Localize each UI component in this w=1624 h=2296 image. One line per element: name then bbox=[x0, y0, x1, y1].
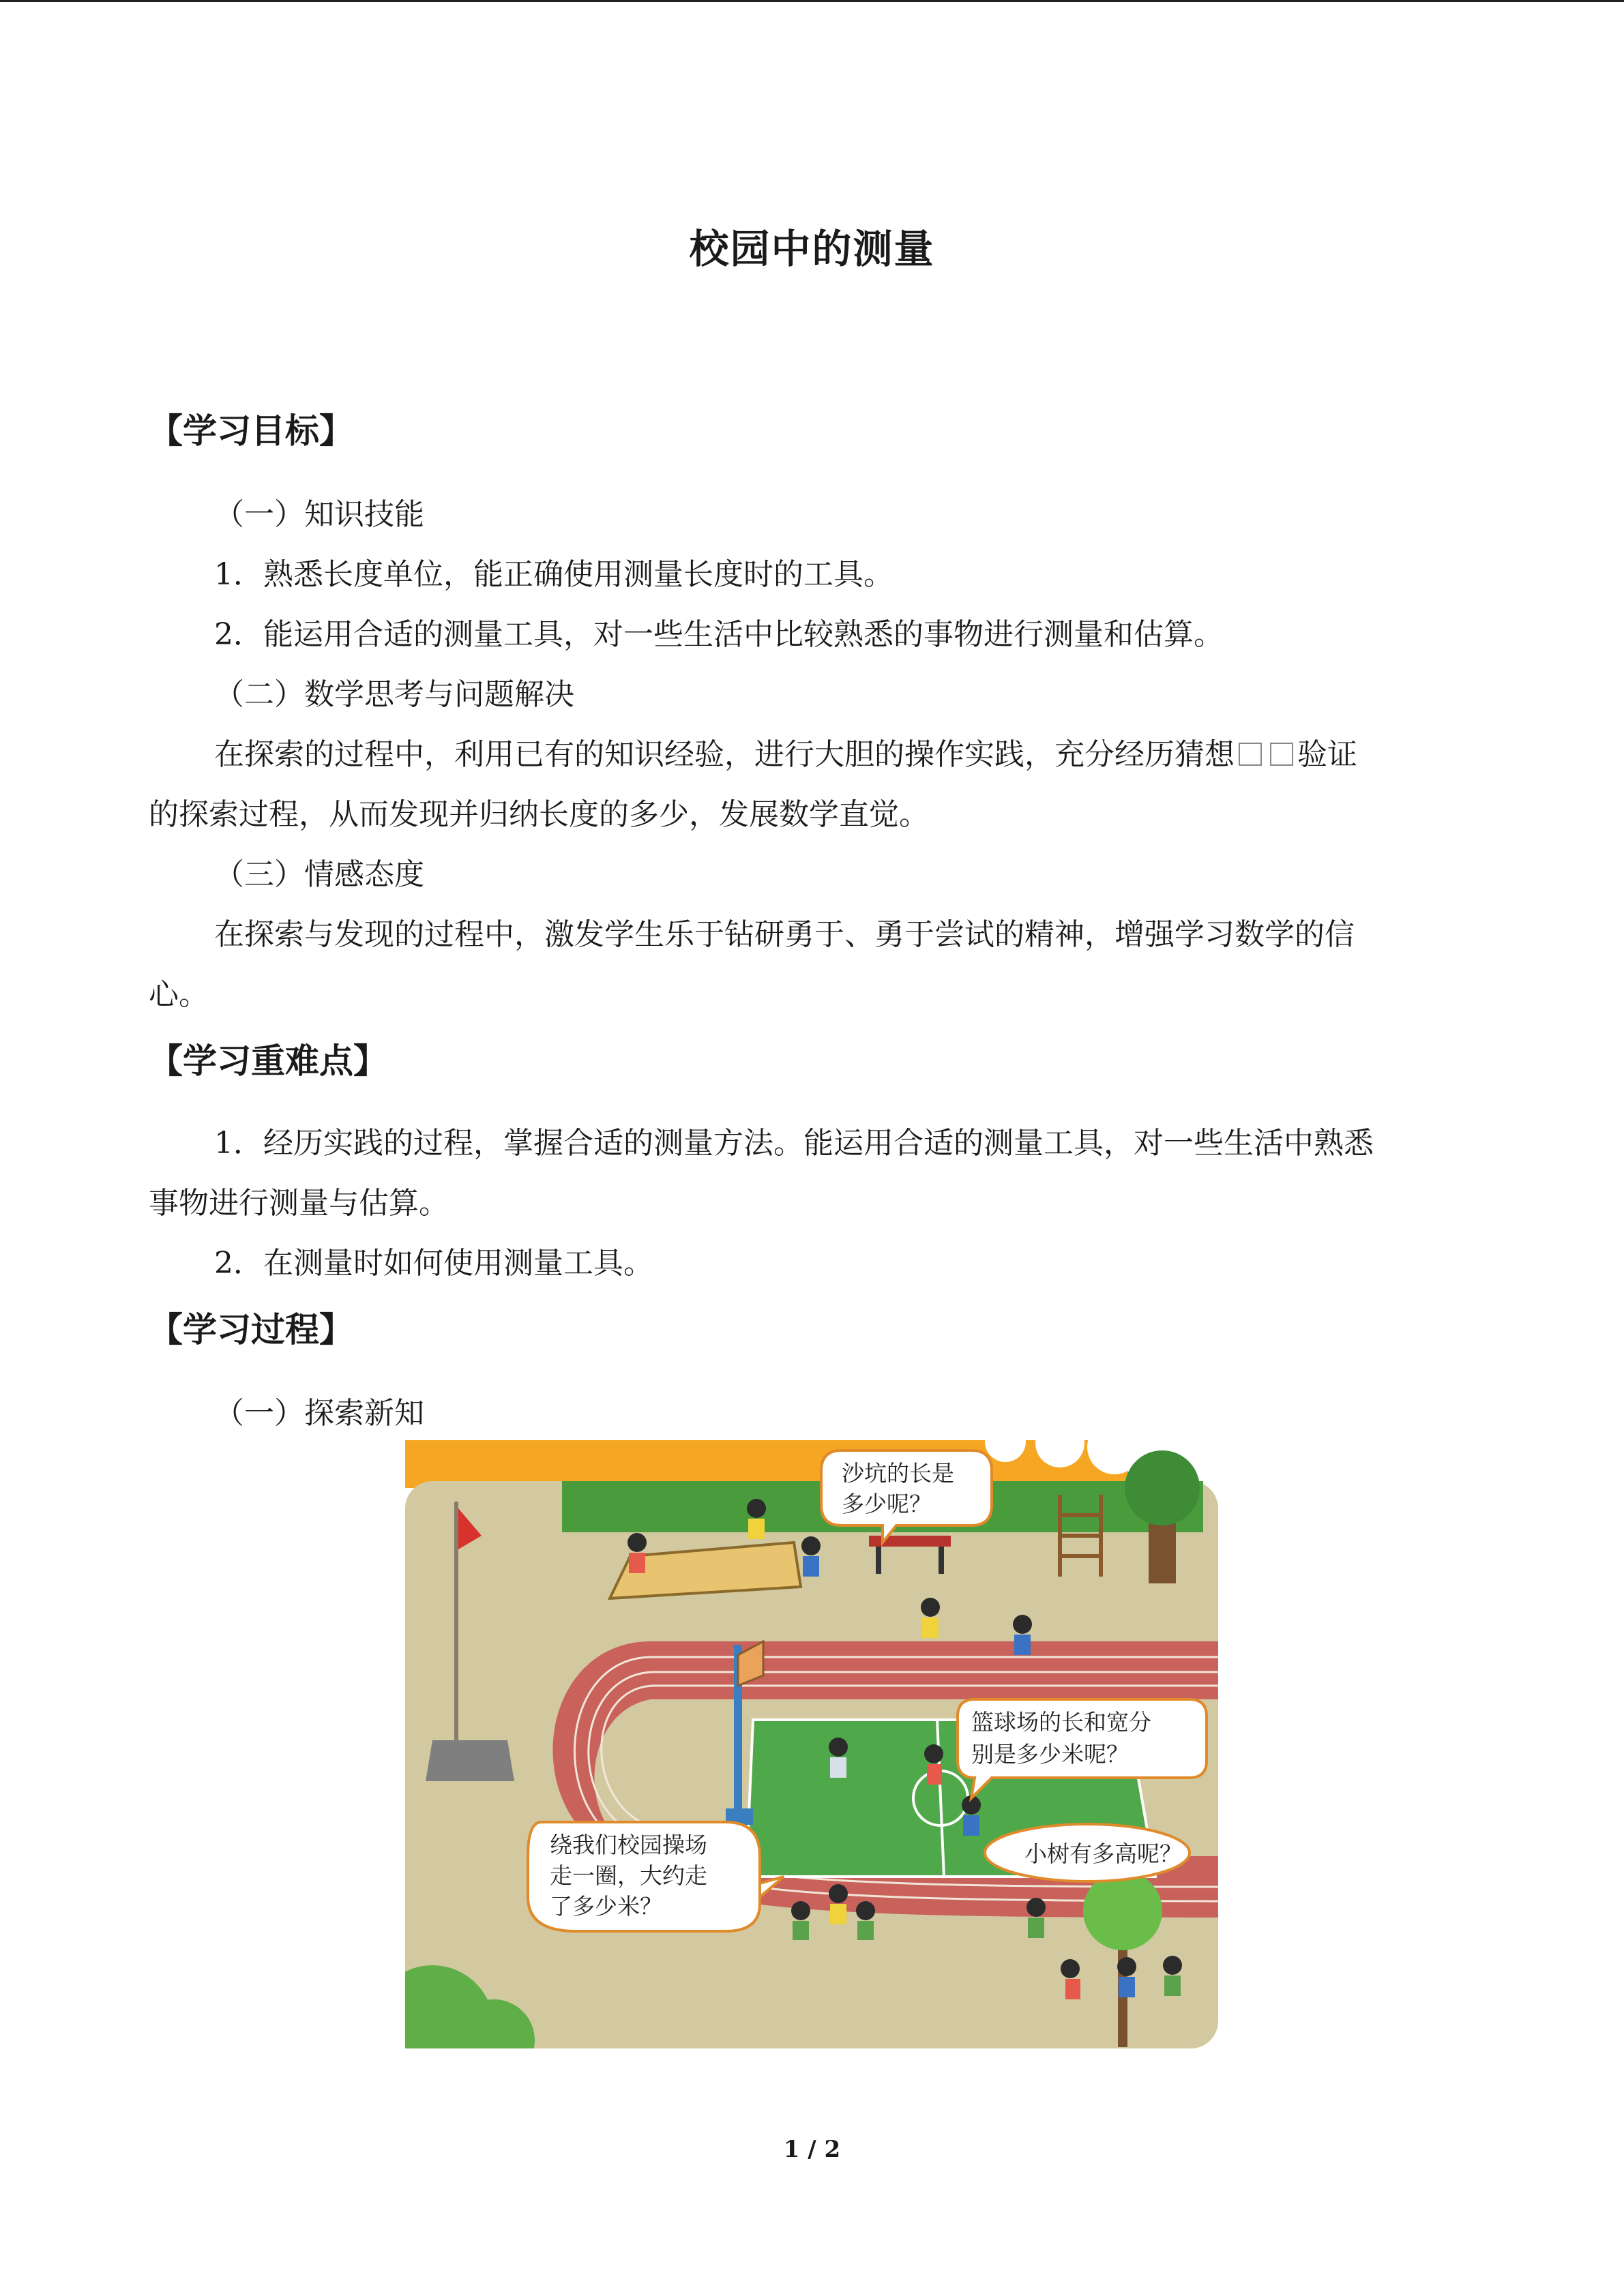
objectives-heading: 【学习目标】 bbox=[149, 411, 353, 451]
flag-pole bbox=[454, 1502, 458, 1747]
knowledge-item-2: 2．能运用合适的测量工具，对一些生活中比较熟悉的事物进行测量和估算。 bbox=[214, 617, 1224, 652]
top-rule bbox=[0, 0, 1624, 2]
missing-char-box bbox=[1239, 743, 1262, 766]
campus-measurement-illustration bbox=[405, 1440, 1218, 2048]
svg-text:沙坑的长是: 沙坑的长是 bbox=[842, 1460, 954, 1487]
page-number: 1 / 2 bbox=[783, 2136, 841, 2163]
svg-text:多少呢？: 多少呢？ bbox=[842, 1491, 932, 1517]
key-point-2: 2．在测量时如何使用测量工具。 bbox=[214, 1246, 653, 1281]
missing-char-box bbox=[1270, 743, 1293, 766]
emotion-label: （三）情感态度 bbox=[214, 857, 424, 892]
svg-text:小树有多高呢？: 小树有多高呢？ bbox=[1024, 1840, 1182, 1867]
key-points-heading: 【学习重难点】 bbox=[149, 1041, 387, 1081]
thinking-paragraph-line-1: 在探索的过程中，利用已有的知识经验，进行大胆的操作实践，充分经历猜想 验证 bbox=[214, 737, 1357, 772]
svg-text:别是多少米呢？: 别是多少米呢？ bbox=[971, 1741, 1129, 1768]
speech-bubble-tree bbox=[985, 1824, 1190, 1881]
explore-label: （一）探索新知 bbox=[214, 1396, 424, 1431]
small-tree bbox=[1083, 1871, 1162, 1950]
speech-bubble-walk bbox=[528, 1822, 784, 1931]
key-point-1-line-1: 1．经历实践的过程，掌握合适的测量方法。能运用合适的测量工具，对一些生活中熟悉 bbox=[214, 1126, 1374, 1161]
process-heading: 【学习过程】 bbox=[149, 1310, 353, 1350]
emotion-paragraph-line-1: 在探索与发现的过程中，激发学生乐于钻研勇于、勇于尝试的精神，增强学习数学的信 bbox=[214, 917, 1355, 952]
emotion-paragraph-line-2: 心。 bbox=[149, 977, 209, 1012]
svg-text:篮球场的长和宽分: 篮球场的长和宽分 bbox=[971, 1709, 1151, 1735]
svg-text:绕我们校园操场: 绕我们校园操场 bbox=[550, 1832, 707, 1858]
svg-text:走一圈，大约走: 走一圈，大约走 bbox=[550, 1862, 707, 1889]
svg-text:了多少米？: 了多少米？ bbox=[550, 1893, 662, 1920]
knowledge-label: （一）知识技能 bbox=[214, 497, 424, 532]
flag-base bbox=[426, 1740, 514, 1781]
key-point-1-line-2: 事物进行测量与估算。 bbox=[149, 1186, 449, 1221]
page-title: 校园中的测量 bbox=[689, 226, 935, 272]
knowledge-item-1: 1．熟悉长度单位，能正确使用测量长度时的工具。 bbox=[214, 557, 894, 592]
thinking-label: （二）数学思考与问题解决 bbox=[214, 677, 574, 712]
thinking-paragraph-line-2: 的探索过程，从而发现并归纳长度的多少，发展数学直觉。 bbox=[149, 797, 929, 832]
